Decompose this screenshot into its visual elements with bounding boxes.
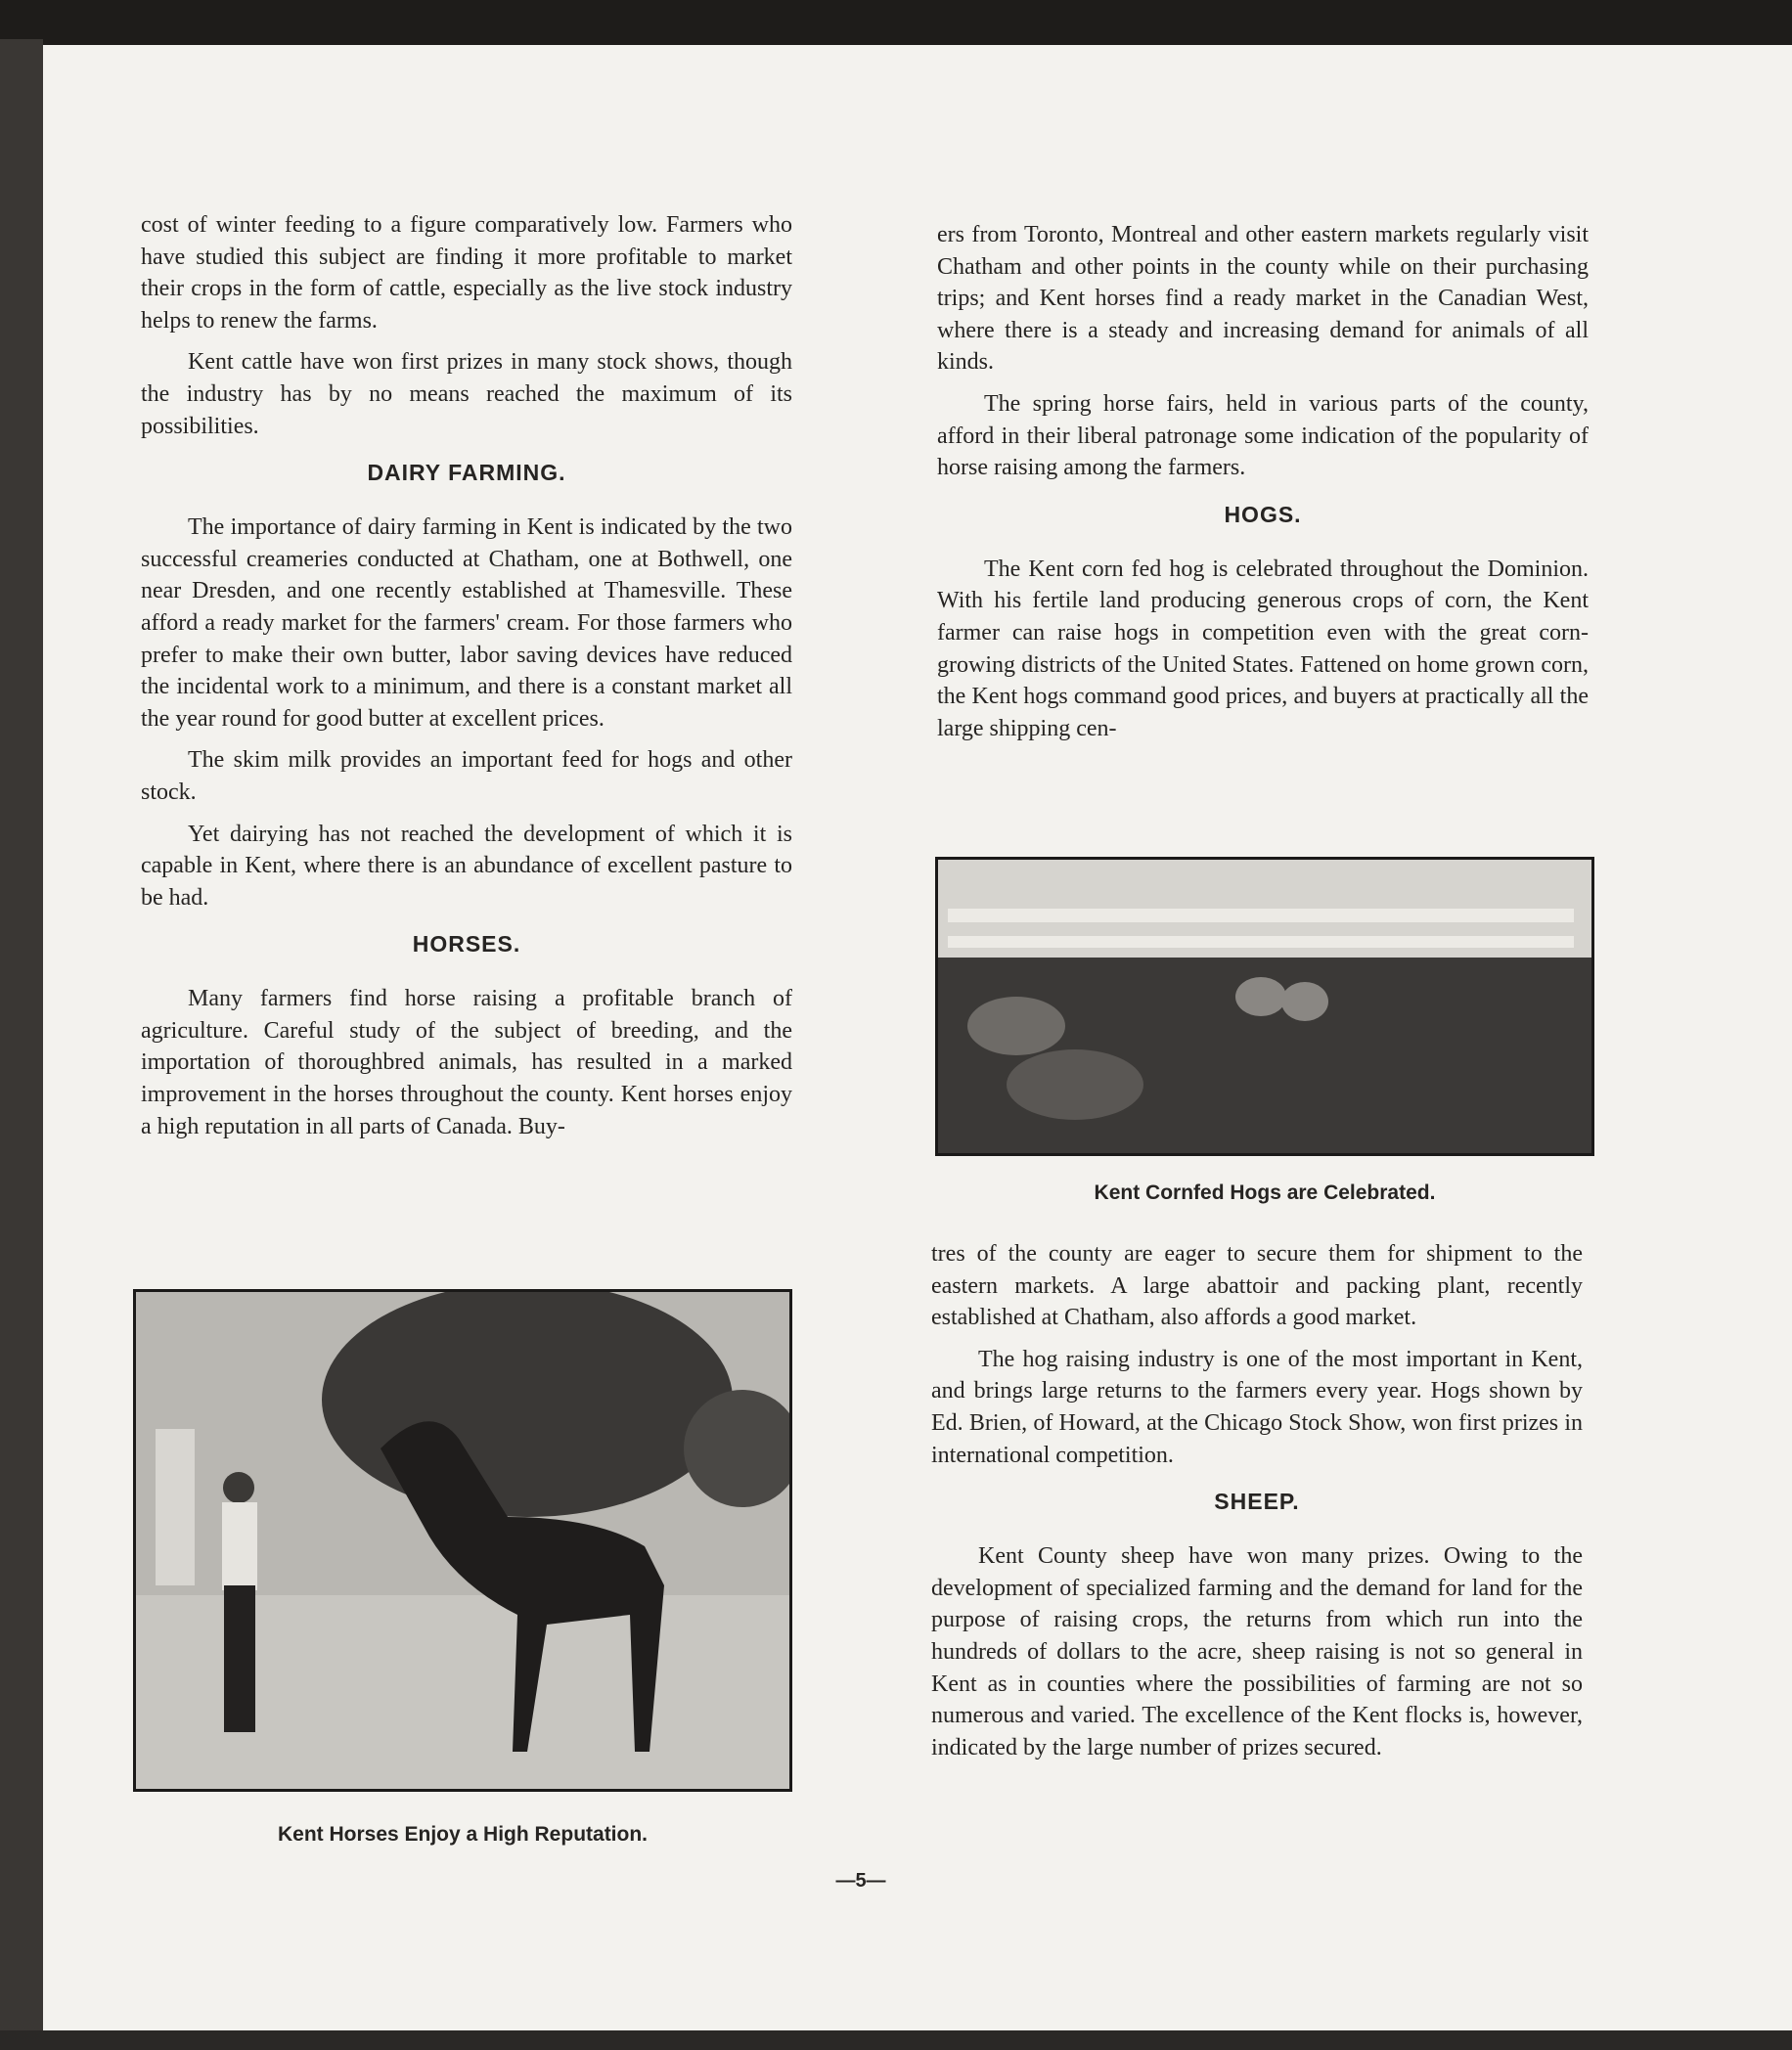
right-column-lower — [931, 1238, 1583, 1773]
book-spine — [0, 39, 43, 2050]
hogs-photo-caption: Kent Cornfed Hogs are Celebrated. — [1094, 1181, 1436, 1204]
paragraph: cost of winter feeding to a figure comparatively low. Farmers who have studied this subject are finding it more profitable to market their crops in the form of cattle, especially as the live stock industry helps to renew the farms. — [141, 212, 792, 334]
scan-bottom-border — [0, 2030, 1792, 2050]
paragraph: The Kent corn fed hog is celebrated throughout the Dominion. With his fertile land producing generous crops of corn, the Kent farmer can raise hogs in competition even with the great corn-growing districts of the United States. Fattened on home grown corn, the Kent hogs command good prices, and buyers at practically all the large shipping cen- — [937, 556, 1589, 741]
right-column-upper — [937, 219, 1589, 754]
paragraph: The hog raising industry is one of the most important in Kent, and brings large returns to the farmers every year. Hogs shown by Ed. Brien, of Howard, at the Chicago Stock Show, won first prizes in international competition. — [931, 1346, 1583, 1468]
section-heading-hogs: HOGS. — [1224, 501, 1302, 527]
section-heading-dairy: DAIRY FARMING. — [367, 460, 566, 486]
paragraph: tres of the county are eager to secure them for shipment to the eastern markets. A large abattoir and packing plant, recently established at Chatham, also affords a good market. — [931, 1241, 1583, 1331]
paragraph: Yet dairying has not reached the development of which it is capable in Kent, where there is an abundance of excellent pasture to be had. — [141, 821, 792, 911]
section-heading-horses: HORSES. — [412, 931, 521, 958]
paragraph: The spring horse fairs, held in various parts of the county, afford in their liberal patronage some indication of the popularity of horse raising among the farmers. — [937, 390, 1589, 481]
paragraph: Kent County sheep have won many prizes. Owing to the development of specialized farming and the demand for land for the purpose of raising crops, the returns from which run into the hundreds of dollars to the acre, sheep raising is not so general in Kent as in counties where the possibilities of farming are not so numerous and varied. The excellence of the Kent flocks is, however, indicated by the large number of prizes secured. — [931, 1543, 1583, 1760]
hogs-photo — [935, 857, 1594, 1156]
paragraph: ers from Toronto, Montreal and other eastern markets regularly visit Chatham and other points in the county while on their purchasing trips; and Kent horses find a ready market in the Canadian West, where there is a steady and increasing demand for animals of all kinds. — [937, 222, 1589, 376]
horse-photo-caption: Kent Horses Enjoy a High Reputation. — [277, 1823, 649, 1846]
section-heading-sheep: SHEEP. — [1214, 1489, 1300, 1515]
left-column — [141, 209, 792, 1152]
paragraph: Many farmers find horse raising a profitable branch of agriculture. Careful study of the subject of breeding, and the importation of thoroughbred animals, has resulted in a marked improvement in the horses throughout the county. Kent horses enjoy a high reputation in all parts of Canada. Buy- — [141, 986, 792, 1139]
horse-photo — [133, 1289, 792, 1792]
page-number: —5— — [835, 1870, 886, 1892]
paragraph: Kent cattle have won first prizes in many stock shows, though the industry has by no means reached the maximum of its possibilities. — [141, 349, 792, 439]
paragraph: The importance of dairy farming in Kent is indicated by the two successful creameries conducted at Chatham, one at Bothwell, one near Dresden, and one recently established at Thamesville. These afford a ready market for the farmers' cream. For those farmers who prefer to make their own butter, labor saving devices have reduced the incidental work to a minimum, and there is a constant market all the year round for good butter at excellent prices. — [141, 514, 792, 732]
paragraph: The skim milk provides an important feed for hogs and other stock. — [141, 747, 792, 805]
scan-top-border — [0, 0, 1792, 51]
